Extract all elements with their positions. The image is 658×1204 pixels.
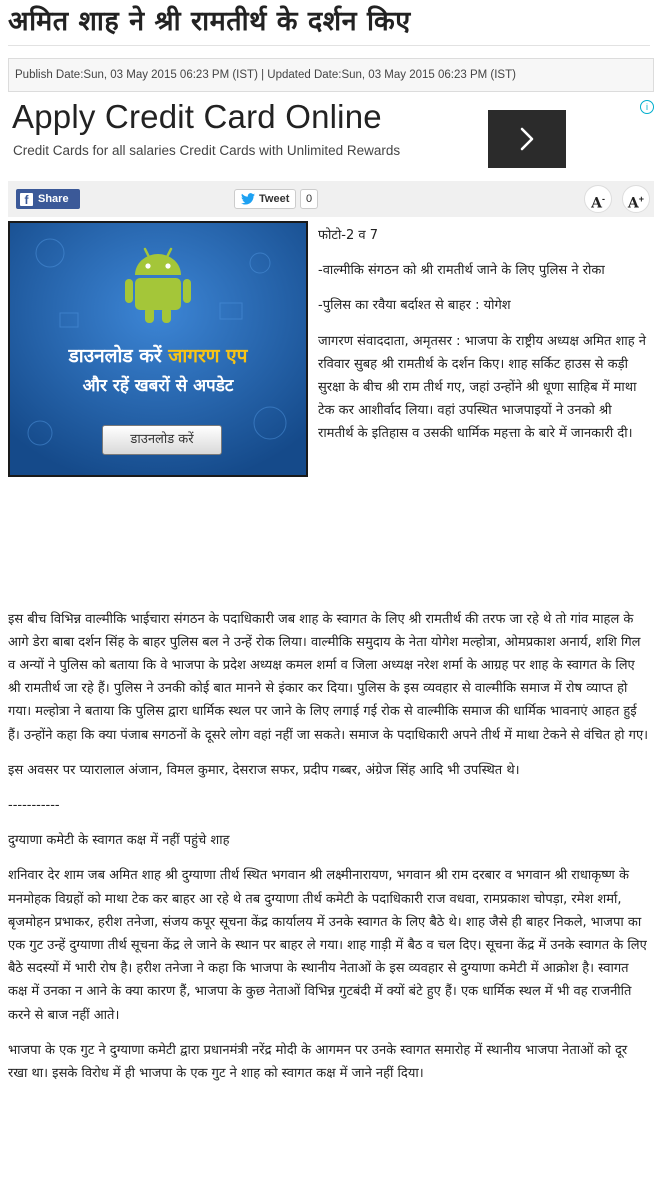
credit-card-ad[interactable] (0, 96, 658, 178)
font-increase-button[interactable] (622, 185, 650, 213)
publish-date-bar: Publish Date:Sun, 03 May 2015 06:23 PM (IST) | Updated Date:Sun, 03 May 2015 06:23 PM (IST) (8, 58, 654, 92)
facebook-share-label: Share (38, 193, 69, 205)
twitter-bird-icon (241, 193, 255, 205)
font-increase-sign: + (638, 194, 645, 204)
tweet-label: Tweet (259, 193, 290, 205)
tweet-count: 0 (300, 189, 318, 209)
photo-caption: फोटो-2 व 7 (318, 228, 379, 243)
article-paragraph-5: भाजपा के एक गुट ने दुग्याणा कमेटी द्वारा प्रधानमंत्री नरेंद्र मोदी के आगमन पर उनके स्वागत समारोह में स्थानीय भाजपा नेताओं को दूर रखा था। इसके विरोध में ही भाजपा के एक गुट ने शाह को स्वागत कक्ष में जाने नहीं दिया। (8, 1042, 628, 1082)
promo-heading-app: जागरण एप (168, 345, 248, 367)
article-paragraph-1: जागरण संवाददाता, अमृतसर : भाजपा के राष्ट्रीय अध्यक्ष अमित शाह ने रविवार सुबह श्री रामतीर्थ के दर्शन किए। शाह सर्किट हाउस से कड़ी सुरक्षा के बीच श्री राम तीर्थ गए, जहां उन्होंने श्री धूणा साहिब में माथा टेक कर आशीर्वाद लिया। वहां उपस्थित भाजपाइयों ने उनको श्री रामतीर्थ के इतिहास व उसकी धार्मिक महत्ता के बारे में जानकारी दी। (318, 333, 646, 442)
article-paragraph-4: शनिवार देर शाम जब अमित शाह श्री दुग्याणा तीर्थ स्थित भगवान श्री लक्ष्मीनारायण, भगवान श्री राम दरबार व भगवान श्री राधाकृष्ण के मनमोहक विग्रहों को माथा टेक कर बाहर आ रहे थे तब दुग्याणा तीर्थ कमेटी के पदाधिकारी राज वधवा, रामप्रकाश चोपड़ा, रमेश शर्मा, बृजमोहन प्रभाकर, हरीश तनेजा, संजय कपूर सूचना केंद्र कार्यालय में उनके स्वागत के लिए बैठे थे। शाह जैसे ही बाहर निकले, भाजपा का एक गुट उन्हें दुग्याणा तीर्थ सूचना केंद्र ले जाने के स्थान पर बाहर ले गया। शाह गाड़ी में बैठ व चल दिए। सूचना केंद्र में उनके स्वागत के लिए बैठे सदस्यों में भारी रोष है। हरीश तनेजा ने कहा कि भाजपा के स्थानीय नेताओं के इस व्यवहार से दुग्याणा कमेटी में आक्रोश है। स्वागत कक्ष में उनका न आने के क्या कारण हैं, भाजपा के कुछ नेताओं विभिन्न गुटबंदी में क्यों बंटे हुए हैं। एक धार्मिक स्थल में भी वह राजनीति करने से बाज नहीं आते। (8, 868, 647, 1023)
promo-subheading: और रहें खबरों से अपडेट (82, 376, 234, 396)
promo-float-spacer (8, 330, 318, 608)
promo-heading-download: डाउनलोड करें (68, 345, 169, 367)
article-subpoint-1: -वाल्मीकि संगठन को श्री रामतीर्थ जाने के लिए पुलिस ने रोका (318, 263, 605, 279)
ad-info-icon[interactable]: i (640, 100, 654, 114)
ad-subtitle[interactable]: Credit Cards for all salaries Credit Cards with Unlimited Rewards (13, 143, 401, 158)
article-subpoint-2: -पुलिस का रवैया बर्दाश्त से बाहर : योगेश (318, 298, 511, 314)
tweet-button[interactable] (234, 189, 296, 209)
article-headline: अमित शाह ने श्री रामतीर्थ के दर्शन किए (8, 6, 411, 37)
facebook-share-button[interactable] (16, 189, 80, 209)
headline-divider (8, 45, 650, 46)
font-decrease-button[interactable] (584, 185, 612, 213)
section-divider: ----------- (8, 798, 60, 814)
chevron-right-icon (517, 126, 537, 152)
ad-title[interactable]: Apply Credit Card Online (12, 98, 382, 135)
font-decrease-sign: - (601, 194, 605, 204)
section-subheading: दुग्याणा कमेटी के स्वागत कक्ष में नहीं पहुंचे शाह (8, 833, 230, 849)
ad-open-button[interactable] (488, 110, 566, 168)
article-paragraph-2: इस बीच विभिन्न वाल्मीकि भाईचारा संगठन के पदाधिकारी जब शाह के स्वागत के लिए श्री रामतीर्थ की तरफ जा रहे थे तो गांव माहल के आगे डेरा बाबा दर्शन सिंह के बाहर पुलिस बल ने उन्हें रोक लिया। वाल्मीकि समुदाय के नेता योगेश मल्होत्रा, ओमप्रकाश अनार्य, शशि गिल व अन्यों ने पुलिस को बताया कि वे भाजपा के प्रदेश अध्यक्ष कमल शर्मा व जिला अध्यक्ष नरेश शर्मा के आग्रह पर शाह के स्वागत के लिए श्री रामतीर्थ जा रहे हैं। पुलिस ने उनकी कोई बात मानने से इंकार कर दिया। पुलिस के इस व्यवहार से वाल्मीकि समाज में रोष व्याप्त हो गया। मल्होत्रा ने बताया कि पुलिस द्वारा धार्मिक स्थल पर जाने के लिए लगाई गई रोक से वाल्मीकि समाज की धार्मिक भावनाएं आहत हुई हैं। उन्होंने कहा कि क्या पंजाब सगठनों के दूसरे लोग वहां नहीं जा सकते। समाज के पदाधिकारी अपने तीर्थ में माथा टेकने से वंचित हो गए। (8, 611, 649, 743)
article-paragraph-3: इस अवसर पर प्यारालाल अंजान, विमल कुमार, देसराज सफर, प्रदीप गब्बर, अंग्रेज सिंह आदि भी उपस्थित थे। (8, 762, 520, 778)
facebook-icon: f (20, 193, 33, 206)
font-decrease-letter: A (591, 195, 602, 212)
promo-download-button[interactable]: डाउनलोड करें (102, 425, 222, 455)
font-increase-letter: A (627, 195, 639, 212)
share-toolbar (8, 181, 654, 217)
article-body (8, 224, 650, 1097)
